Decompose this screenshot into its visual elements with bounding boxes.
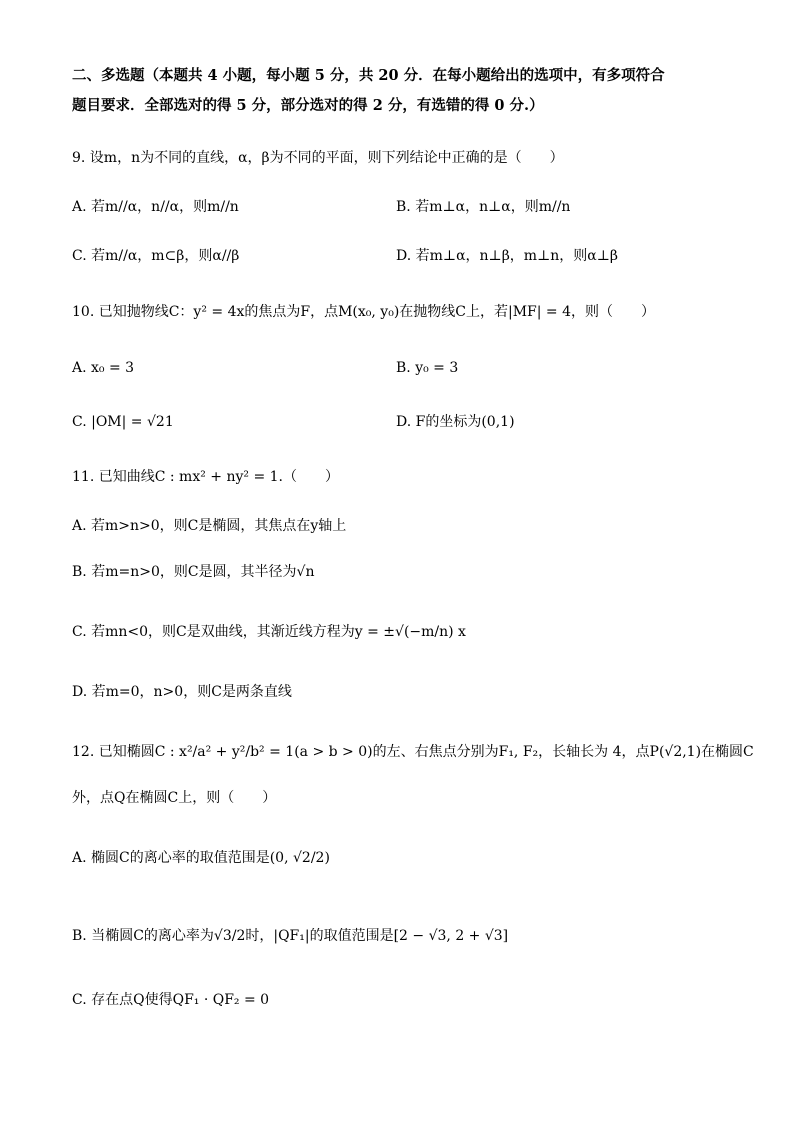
- q12-stem-line2: 外，点Q在椭圆C上，则（ ）: [72, 790, 277, 806]
- q12-option-b: B. 当椭圆C的离心率为√3/2时，|QF₁|的取值范围是[2 − √3, 2 + √3]: [72, 928, 509, 944]
- q10-option-d: D. F的坐标为(0,1): [396, 414, 515, 430]
- q10-option-b: B. y₀ = 3: [396, 360, 459, 376]
- q12-option-a: A. 椭圆C的离心率的取值范围是(0, √2/2): [72, 850, 330, 866]
- q11-option-d: D. 若m=0，n>0，则C是两条直线: [72, 684, 292, 700]
- section-heading-line1: 二、多选题（本题共 4 小题，每小题 5 分，共 20 分．在每小题给出的选项中，有多项符合: [72, 67, 665, 84]
- q10-option-a: A. x₀ = 3: [72, 360, 135, 376]
- q9-option-a: A. 若m//α，n//α，则m//n: [72, 199, 239, 215]
- q11-option-b: B. 若m=n>0，则C是圆，其半径为√n: [72, 564, 315, 580]
- q9-option-d: D. 若m⊥α，n⊥β，m⊥n，则α⊥β: [396, 248, 618, 264]
- q9-stem: 9. 设m，n为不同的直线，α，β为不同的平面，则下列结论中正确的是（ ）: [72, 150, 564, 166]
- q11-option-c: C. 若mn<0，则C是双曲线，其渐近线方程为y = ±√(−m/n) x: [72, 624, 466, 640]
- q10-option-c: C. |OM| = √21: [72, 414, 174, 430]
- q9-option-c: C. 若m//α，m⊂β，则α//β: [72, 248, 240, 264]
- q10-stem: 10. 已知抛物线C：y² = 4x的焦点为F，点M(x₀, y₀)在抛物线C上，若|MF| = 4，则（ ）: [72, 304, 656, 320]
- q11-stem: 11. 已知曲线C : mx² + ny² = 1.（ ）: [72, 469, 339, 485]
- q11-option-a: A. 若m>n>0，则C是椭圆，其焦点在y轴上: [72, 518, 347, 534]
- q9-option-b: B. 若m⊥α，n⊥α，则m//n: [396, 199, 571, 215]
- q12-stem-line1: 12. 已知椭圆C : x²/a² + y²/b² = 1(a > b > 0)的左、右焦点分别为F₁, F₂，长轴长为 4，点P(√2,1)在椭圆C: [72, 744, 754, 760]
- section-heading-line2: 题目要求．全部选对的得 5 分，部分选对的得 2 分，有选错的得 0 分.）: [72, 97, 544, 114]
- q12-option-c: C. 存在点Q使得QF₁ · QF₂ = 0: [72, 992, 270, 1008]
